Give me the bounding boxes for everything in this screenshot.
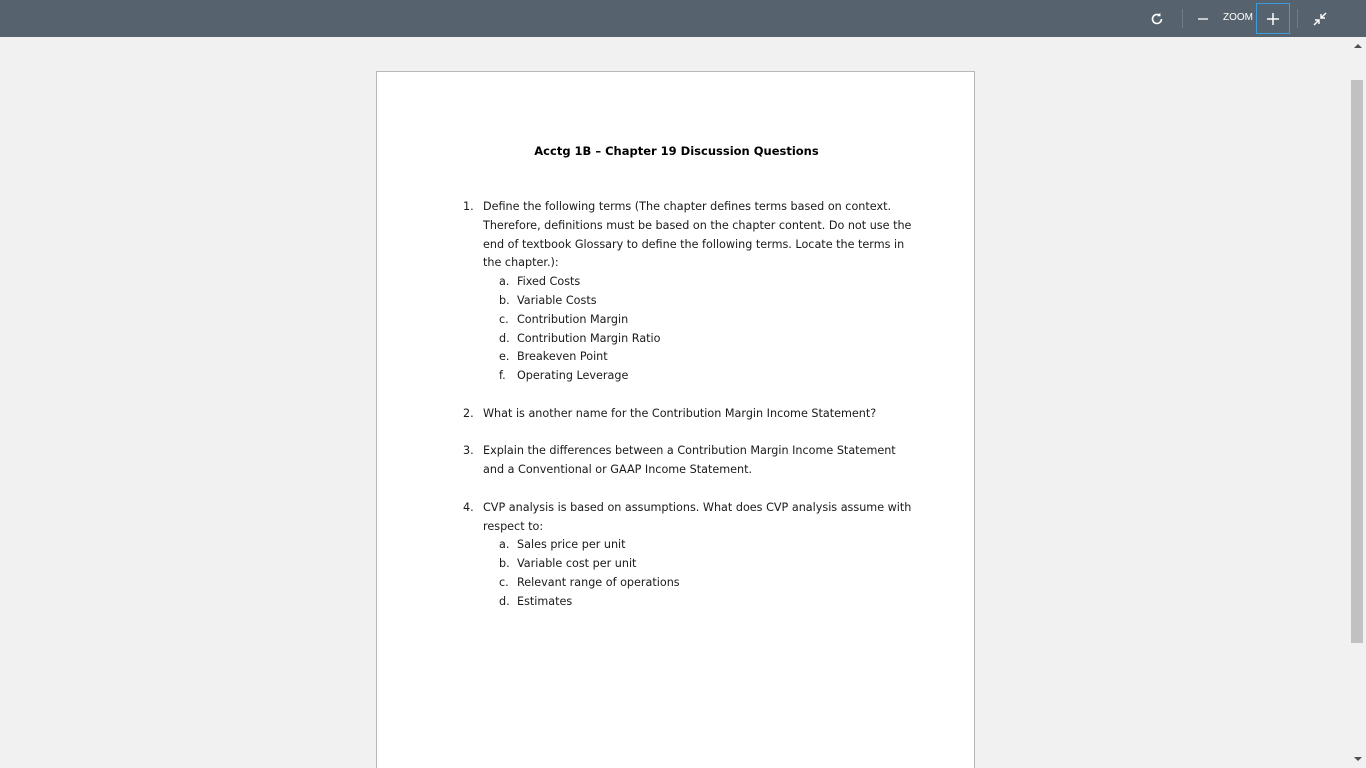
list-item <box>463 367 913 386</box>
list-item <box>463 330 913 349</box>
list-item <box>463 273 913 292</box>
scroll-down-button[interactable] <box>1349 752 1366 766</box>
item-text: Operating Leverage <box>517 369 629 383</box>
question-list <box>463 198 913 612</box>
scroll-up-button[interactable] <box>1349 39 1366 53</box>
item-letter: d. <box>499 331 510 345</box>
question-number: 1. <box>463 200 474 213</box>
item-text: Breakeven Point <box>517 350 608 364</box>
list-item <box>463 292 913 311</box>
spacer <box>463 386 913 405</box>
arrow-down-icon <box>1354 756 1362 762</box>
list-item <box>463 348 913 367</box>
toolbar-divider <box>1182 9 1183 28</box>
item-letter: a. <box>499 538 510 552</box>
scrollbar-thumb[interactable] <box>1351 80 1363 643</box>
document-page <box>376 71 975 768</box>
question-text: Define the following terms (The chapter defines terms based on context. Therefore, definitions must be based on the chapter content. Do not use the end of textbook Glossary to define the following terms. Locate the terms in the chapter.): <box>483 200 912 270</box>
item-letter: c. <box>499 575 509 589</box>
question-text: Explain the differences between a Contribution Margin Income Statement and a Conventional or GAAP Income Statement. <box>483 444 896 477</box>
zoom-in-icon <box>1266 12 1280 26</box>
item-text: Variable Costs <box>517 293 597 307</box>
item-letter: d. <box>499 594 510 608</box>
rotate-button[interactable] <box>1142 3 1172 34</box>
exit-fullscreen-icon <box>1313 12 1327 26</box>
question-number: 2. <box>463 406 474 420</box>
item-text: Variable cost per unit <box>517 557 637 571</box>
rotate-icon <box>1149 11 1165 27</box>
item-text: Sales price per unit <box>517 538 626 552</box>
arrow-up-icon <box>1354 43 1362 49</box>
zoom-label: ZOOM <box>1223 12 1253 23</box>
item-letter: e. <box>499 350 510 364</box>
question-text: CVP analysis is based on assumptions. What does CVP analysis assume with respect to: <box>483 500 912 533</box>
spacer <box>463 480 913 499</box>
item-text: Relevant range of operations <box>517 575 680 589</box>
question-2 <box>463 405 913 424</box>
list-item <box>463 555 913 574</box>
list-item <box>463 311 913 330</box>
item-text: Contribution Margin <box>517 312 629 326</box>
item-letter: a. <box>499 275 510 289</box>
question-number: 4. <box>463 500 474 514</box>
question-number: 3. <box>463 444 474 458</box>
question-text: What is another name for the Contribution Margin Income Statement? <box>483 406 877 420</box>
item-letter: c. <box>499 312 509 326</box>
document-viewer[interactable] <box>0 37 1366 768</box>
zoom-out-icon <box>1197 13 1209 25</box>
item-text: Estimates <box>517 594 573 608</box>
list-item <box>463 593 913 612</box>
question-3 <box>463 442 913 480</box>
list-item <box>463 574 913 593</box>
item-letter: b. <box>499 557 510 571</box>
item-letter: b. <box>499 293 510 307</box>
question-4 <box>463 499 913 537</box>
zoom-out-button[interactable] <box>1190 3 1216 34</box>
viewer-toolbar <box>0 0 1366 37</box>
toolbar-divider <box>1297 9 1298 28</box>
document-title: Acctg 1B – Chapter 19 Discussion Questions <box>534 144 819 158</box>
item-text: Fixed Costs <box>517 275 581 289</box>
item-text: Contribution Margin Ratio <box>517 331 661 345</box>
list-item <box>463 536 913 555</box>
exit-fullscreen-button[interactable] <box>1305 3 1335 34</box>
vertical-scrollbar[interactable] <box>1349 37 1366 768</box>
item-letter: f. <box>499 369 506 383</box>
question-1 <box>463 198 913 273</box>
spacer <box>463 424 913 443</box>
zoom-in-button[interactable] <box>1256 3 1290 34</box>
